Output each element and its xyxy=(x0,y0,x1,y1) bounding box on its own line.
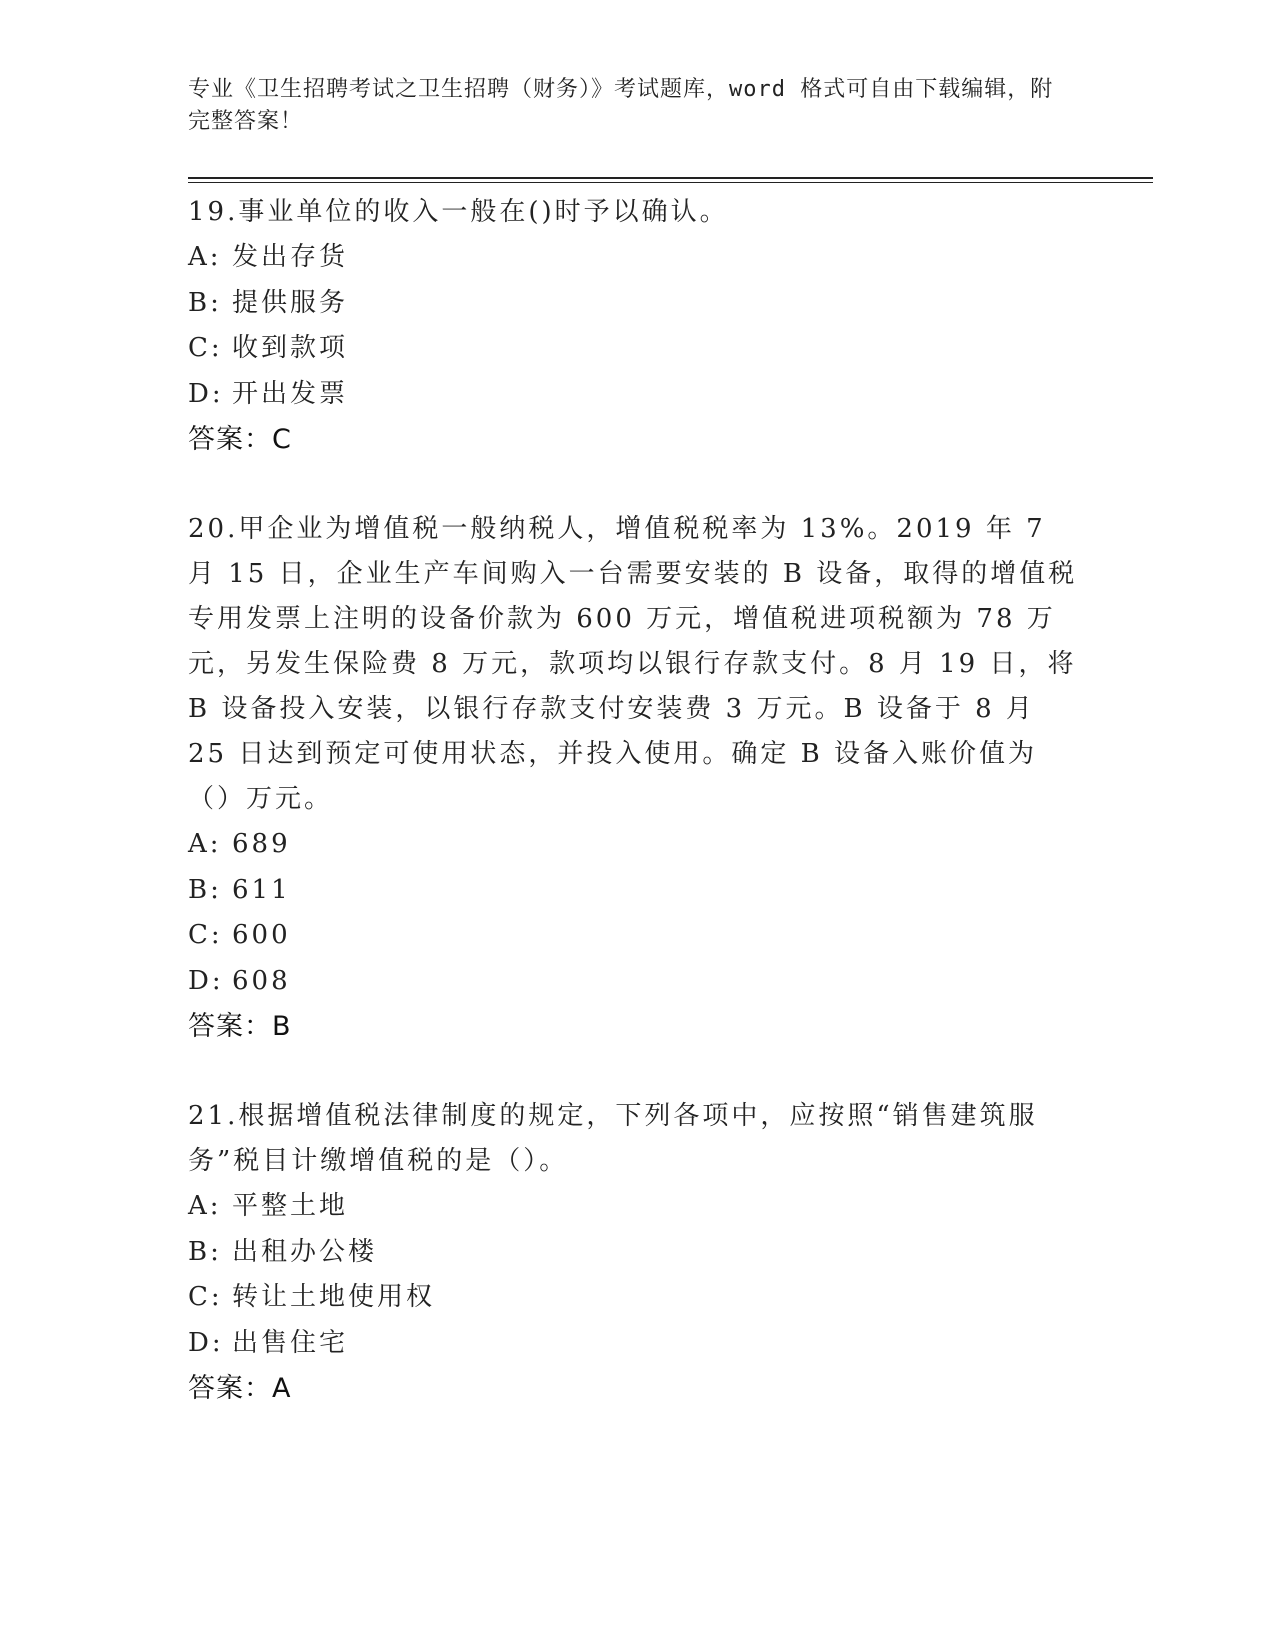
option-text: 平整土地 xyxy=(232,1191,349,1221)
option-text: 689 xyxy=(232,829,291,859)
question-19 xyxy=(188,190,1078,463)
option-text: 600 xyxy=(232,920,291,950)
answer-label: 答案：B xyxy=(188,1011,292,1042)
option-text: 开出发票 xyxy=(232,378,349,409)
option-b xyxy=(188,1230,1078,1276)
question-text: 20.甲企业为增值税一般纳税人，增值税税率为 13%。2019 年 7 月 15 日，企业生产车间购入一台需要安装的 B 设备，取得的增值税专用发票上注明的设备价款为 600 万元，增值税进项税额为 78 万元，另发生保险费 8 万元，款项均以银行存款支付。8 月 19 日，将 B 设备投入安装，以银行存款支付安装费 3 万元。B 设备于 8 月 25 日达到预定可使用状态，并投入使用。确定 B 设备入账价值为（）万元。 xyxy=(188,514,1078,814)
question-text: 19.事业单位的收入一般在()时予以确认。 xyxy=(188,197,729,227)
option-b xyxy=(188,281,1078,327)
option-letter: D: xyxy=(188,378,224,409)
option-a xyxy=(188,1184,1078,1230)
option-letter: B: xyxy=(188,287,222,318)
option-letter: A: xyxy=(188,829,222,859)
option-letter: D: xyxy=(188,1327,224,1358)
option-letter: B: xyxy=(188,874,222,905)
option-c xyxy=(188,326,1078,372)
option-c xyxy=(188,913,1078,959)
header-divider-thin xyxy=(188,182,1153,183)
option-text: 608 xyxy=(232,965,291,996)
option-a xyxy=(188,235,1078,281)
option-a xyxy=(188,822,1078,868)
option-text: 出租办公楼 xyxy=(232,1236,378,1267)
option-letter: C: xyxy=(188,920,223,950)
question-20 xyxy=(188,507,1078,1050)
option-text: 收到款项 xyxy=(232,333,349,363)
option-b xyxy=(188,868,1078,914)
option-letter: B: xyxy=(188,1236,222,1267)
option-d xyxy=(188,1321,1078,1367)
question-list xyxy=(188,190,1078,1456)
option-letter: D: xyxy=(188,965,224,996)
option-d xyxy=(188,372,1078,418)
option-letter: C: xyxy=(188,333,223,363)
answer-label: 答案：C xyxy=(188,424,292,455)
question-text: 21.根据增值税法律制度的规定，下列各项中，应按照“销售建筑服务”税目计缴增值税的是（）。 xyxy=(188,1101,1038,1176)
option-letter: C: xyxy=(188,1282,223,1312)
option-letter: A: xyxy=(188,1191,222,1221)
option-text: 发出存货 xyxy=(232,242,349,272)
option-text: 出售住宅 xyxy=(232,1327,349,1358)
option-letter: A: xyxy=(188,242,222,272)
answer-label: 答案：A xyxy=(188,1373,292,1404)
question-21 xyxy=(188,1094,1078,1412)
option-text: 转让土地使用权 xyxy=(232,1282,436,1312)
document-header: 专业《卫生招聘考试之卫生招聘（财务）》考试题库，word 格式可自由下载编辑，附完整答案！ xyxy=(188,77,1054,134)
option-c xyxy=(188,1275,1078,1321)
header-divider-thick xyxy=(188,177,1153,179)
option-text: 提供服务 xyxy=(232,287,349,318)
option-text: 611 xyxy=(232,874,291,905)
option-d xyxy=(188,959,1078,1005)
